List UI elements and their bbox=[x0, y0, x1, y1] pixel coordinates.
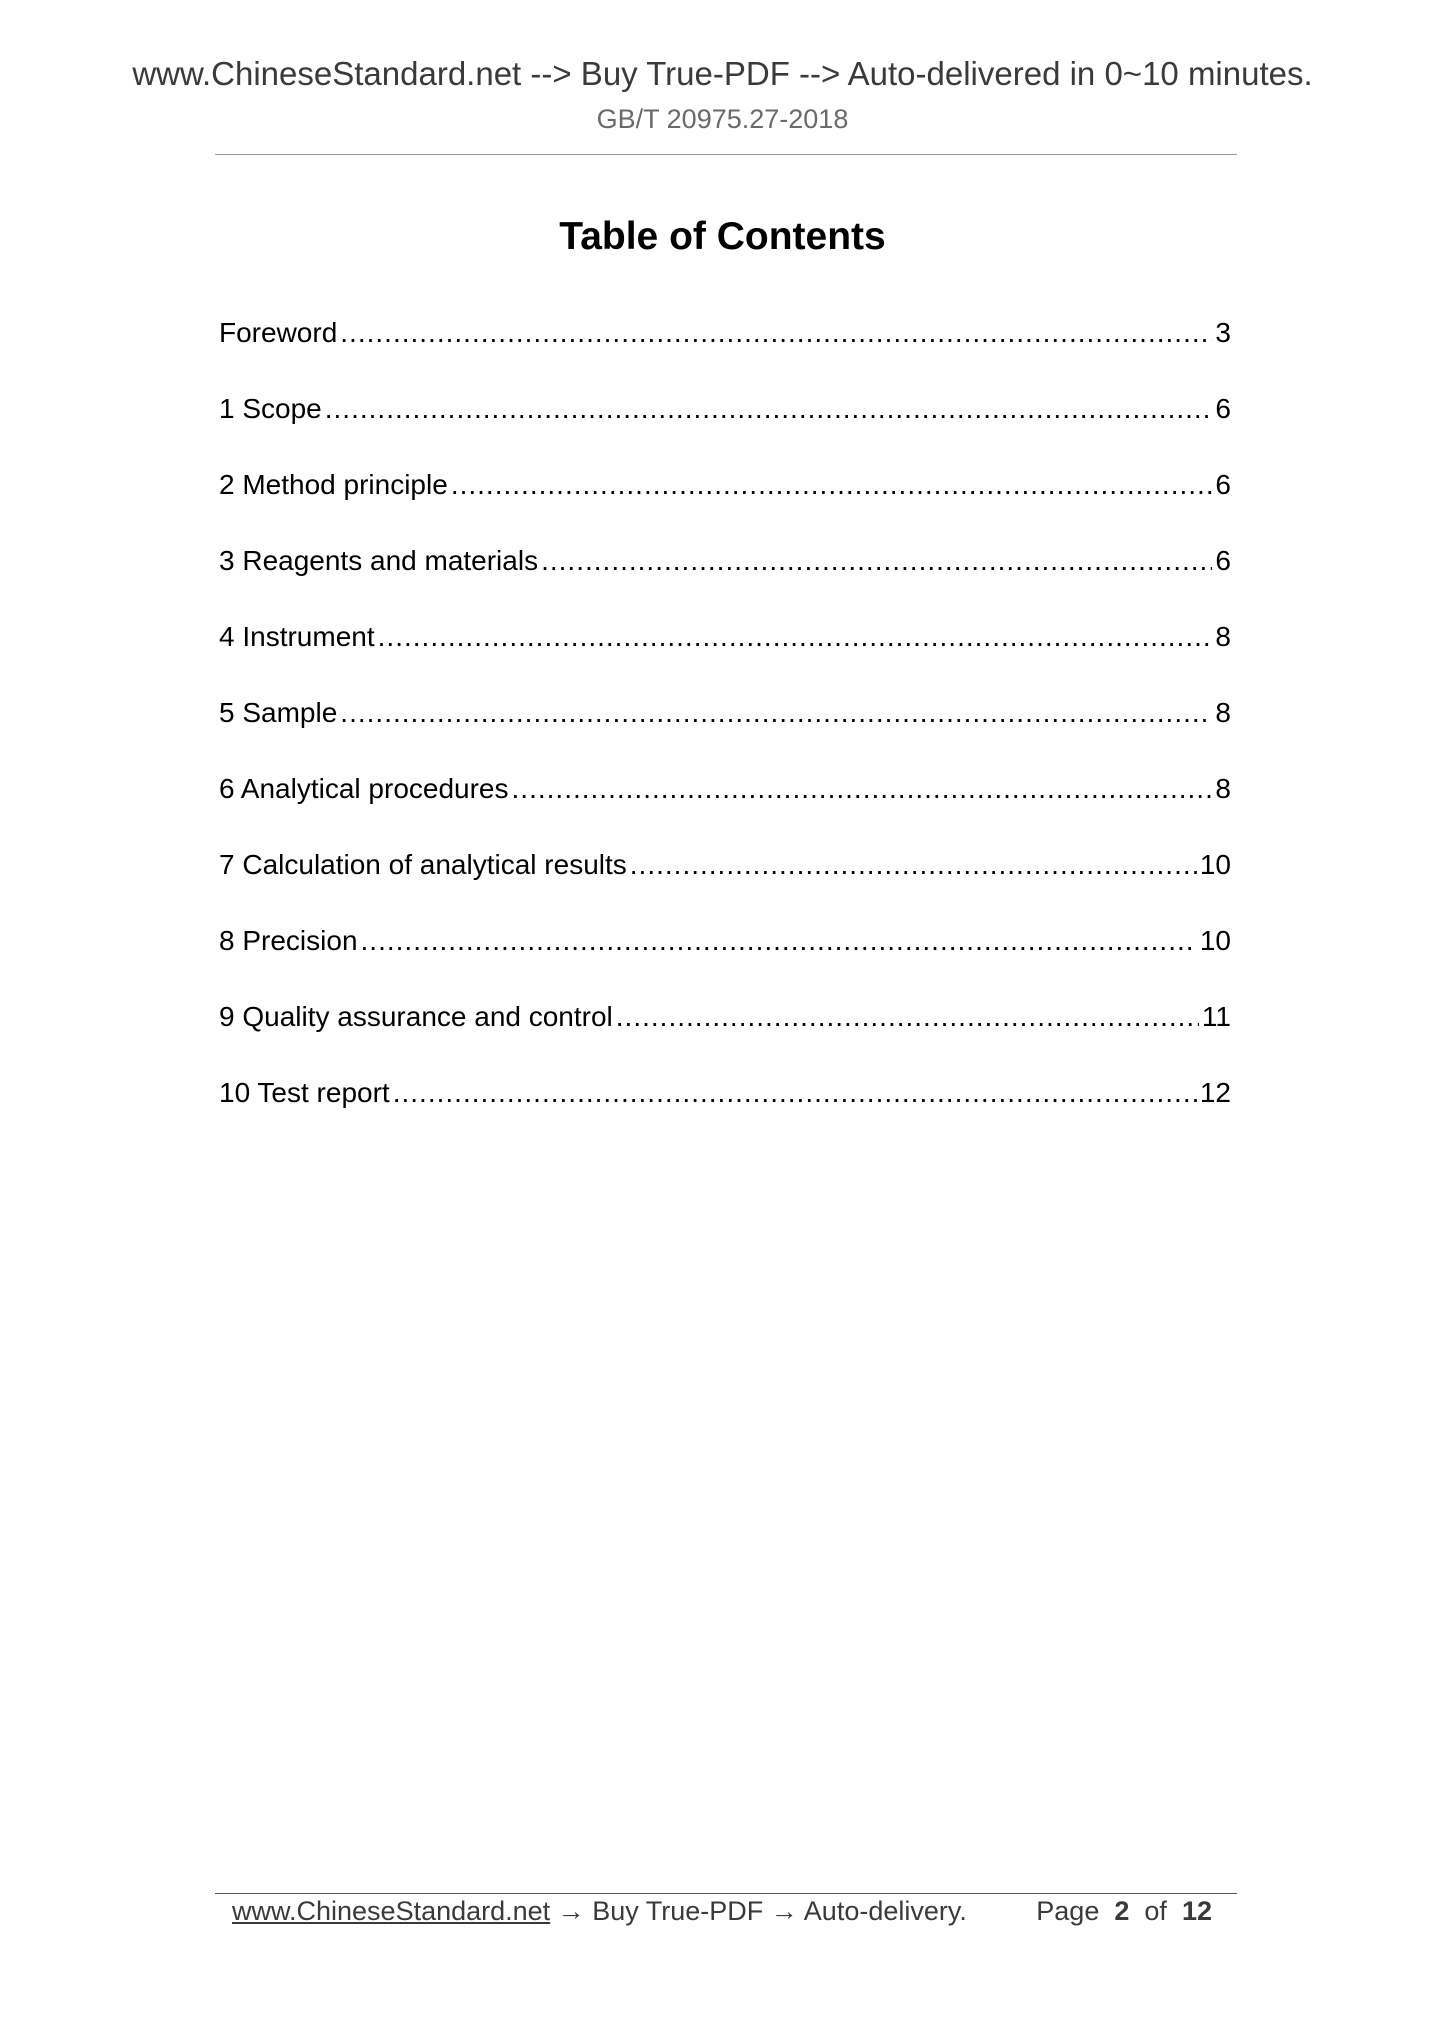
toc-list bbox=[219, 310, 1231, 1146]
toc-dot-leader bbox=[361, 918, 1197, 964]
toc-entry-label: 6 Analytical procedures bbox=[219, 773, 509, 804]
right-arrow-icon: → bbox=[557, 1896, 585, 1926]
toc-entry-scope[interactable] bbox=[219, 386, 1231, 462]
toc-entry-label: 2 Method principle bbox=[219, 469, 448, 500]
toc-entry-label: 8 Precision bbox=[219, 925, 358, 956]
footer-buy-text: Buy True-PDF bbox=[592, 1896, 764, 1926]
toc-entry-label: 4 Instrument bbox=[219, 621, 375, 652]
footer-promo bbox=[232, 1896, 967, 1927]
toc-entry-page: 8 bbox=[1215, 621, 1231, 652]
toc-dot-leader bbox=[541, 538, 1212, 584]
toc-entry-label: 9 Quality assurance and control bbox=[219, 1001, 613, 1032]
toc-dot-leader bbox=[340, 310, 1212, 356]
footer-divider bbox=[215, 1893, 1237, 1894]
toc-entry-analytical-procedures[interactable] bbox=[219, 766, 1231, 842]
toc-entry-label: Foreword bbox=[219, 317, 338, 348]
toc-entry-test-report[interactable] bbox=[219, 1070, 1231, 1146]
toc-entry-sample[interactable] bbox=[219, 690, 1231, 766]
footer-delivery-text: Auto-delivery. bbox=[803, 1896, 967, 1926]
toc-dot-leader bbox=[616, 994, 1199, 1040]
toc-entry-page: 8 bbox=[1215, 697, 1231, 728]
page-indicator bbox=[1036, 1896, 1212, 1927]
toc-entry-page: 6 bbox=[1215, 469, 1231, 500]
toc-entry-instrument[interactable] bbox=[219, 614, 1231, 690]
toc-entry-page: 10 bbox=[1199, 925, 1231, 956]
toc-dot-leader bbox=[340, 690, 1212, 736]
total-page-count: 12 bbox=[1181, 1896, 1212, 1926]
page-footer bbox=[232, 1896, 1222, 1936]
toc-entry-page: 6 bbox=[1215, 393, 1231, 424]
current-page-number: 2 bbox=[1114, 1896, 1130, 1926]
toc-dot-leader bbox=[630, 842, 1197, 888]
toc-entry-page: 6 bbox=[1215, 545, 1231, 576]
page-word: Page bbox=[1036, 1896, 1100, 1926]
toc-entry-quality-assurance[interactable] bbox=[219, 994, 1231, 1070]
header-banner: www.ChineseStandard.net --> Buy True-PDF --> Auto-delivered in 0~10 minutes. bbox=[132, 55, 1313, 92]
toc-entry-label: 3 Reagents and materials bbox=[219, 545, 539, 576]
toc-entry-foreword[interactable] bbox=[219, 310, 1231, 386]
header-divider bbox=[215, 154, 1237, 155]
of-word: of bbox=[1144, 1896, 1167, 1926]
toc-entry-label: 5 Sample bbox=[219, 697, 338, 728]
toc-entry-page: 3 bbox=[1215, 317, 1231, 348]
toc-entry-precision[interactable] bbox=[219, 918, 1231, 994]
toc-entry-calculation-of-results[interactable] bbox=[219, 842, 1231, 918]
toc-dot-leader bbox=[325, 386, 1213, 432]
toc-entry-label: 10 Test report bbox=[219, 1077, 390, 1108]
toc-entry-page: 8 bbox=[1215, 773, 1231, 804]
toc-entry-page: 11 bbox=[1201, 1001, 1231, 1032]
standard-number: GB/T 20975.27-2018 bbox=[596, 104, 849, 134]
toc-dot-leader bbox=[393, 1070, 1197, 1116]
toc-dot-leader bbox=[378, 614, 1213, 660]
toc-entry-label: 1 Scope bbox=[219, 393, 322, 424]
toc-title: Table of Contents bbox=[559, 215, 886, 258]
toc-entry-method-principle[interactable] bbox=[219, 462, 1231, 538]
toc-entry-page: 12 bbox=[1199, 1077, 1231, 1108]
toc-dot-leader bbox=[451, 462, 1213, 508]
toc-entry-page: 10 bbox=[1199, 849, 1231, 880]
toc-entry-reagents-and-materials[interactable] bbox=[219, 538, 1231, 614]
right-arrow-icon: → bbox=[770, 1896, 798, 1926]
toc-entry-label: 7 Calculation of analytical results bbox=[219, 849, 627, 880]
toc-dot-leader bbox=[512, 766, 1213, 812]
footer-website-link[interactable]: www.ChineseStandard.net bbox=[232, 1896, 551, 1926]
